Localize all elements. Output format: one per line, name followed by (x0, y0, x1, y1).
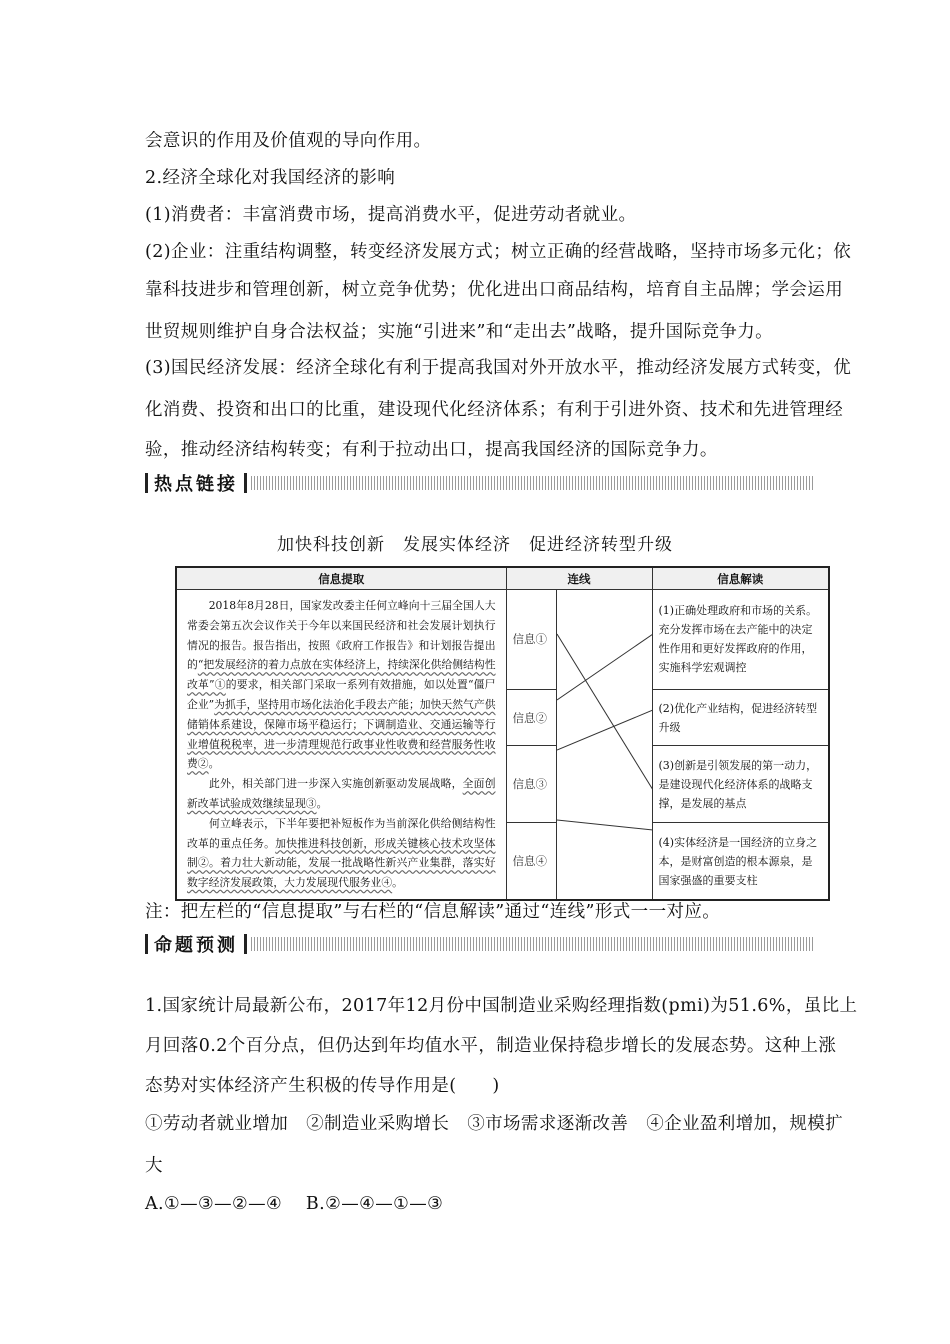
extract-highlight: 为抓手，坚持用市场化法治化手段去产能；加快天然气产供储销体系建设，保障市场平稳运行；下调制造业、交通运输等行业增值税税率，进一步清理规范行政事业性收费和经营服务性收费② (187, 697, 496, 771)
subtitle: 加快科技创新 发展实体经济 促进经济转型升级 (277, 535, 673, 555)
extract-highlight: “把发展经济的着力点放在实体经济上，持续深化供给侧结构性改革”① (187, 658, 496, 692)
divider (244, 934, 247, 954)
info-label-1: 信息① (506, 590, 556, 690)
header-extract: 信息提取 (176, 567, 506, 590)
info-label-2: 信息② (506, 689, 556, 746)
text-line: 靠科技进步和管理创新，树立竞争优势；优化进出口商品结构，培育自主品牌；学会运用 (145, 280, 844, 300)
extract-para: 。 (316, 796, 328, 810)
extract-para: 。 (208, 757, 220, 771)
question-options: ①劳动者就业增加 ②制造业采购增长 ③市场需求逐渐改善 ④企业盈利增加，规模扩 (145, 1114, 844, 1134)
extract-para: 的要求，相关部门采取一系列有效措施，如以处置“僵尸企业” (187, 678, 496, 711)
link-line-1 (557, 634, 653, 790)
meaning-2: (2)优化产业结构，促进经济转型升级 (652, 689, 829, 746)
meaning-4: (4)实体经济是一国经济的立身之本，是财富创造的根本源泉，是国家强盛的重要支柱 (652, 823, 829, 900)
extract-text (176, 590, 506, 900)
question-options: 大 (145, 1156, 163, 1176)
link-line-2 (557, 634, 653, 700)
text-line: 验，推动经济结构转变；有利于拉动出口，提高我国经济的国际竞争力。 (145, 440, 718, 460)
info-label-3: 信息③ (506, 746, 556, 823)
header-link: 连线 (506, 567, 652, 590)
question-line: 1.国家统计局最新公布，2017年12月份中国制造业采购经理指数(pmi)为51.6%，虽比上 (145, 996, 858, 1016)
decorative-hatch (251, 476, 815, 490)
text-line: (2)企业：注重结构调整，转变经济发展方式；树立正确的经营战略，坚持市场多元化；依 (145, 242, 852, 262)
text-line: 会意识的作用及价值观的导向作用。 (145, 131, 432, 151)
extract-para: 何立峰表示，下半年要把补短板作为当前深化供给侧结构性改革的重点任务。 (187, 816, 496, 850)
answer-choices: A.①—③—②—④ B.②—④—①—③ (145, 1194, 444, 1214)
extract-highlight: 全面创新改革试验成效继续显现③ (187, 777, 496, 810)
extract-highlight: 加快推进科技创新，形成关键核心技术攻坚体制②。着力壮大新动能，发展一批战略性新兴产业集群，落实好数字经济发展政策，大力发展现代服务业④ (187, 836, 496, 890)
text-line: 化消费、投资和出口的比重，建设现代化经济体系；有利于引进外资、技术和先进管理经 (145, 400, 844, 420)
meaning-3: (3)创新是引领发展的第一动力，是建设现代化经济体系的战略支撑，是发展的基点 (652, 746, 829, 823)
connection-area (556, 590, 652, 900)
header-meaning: 信息解读 (652, 567, 829, 590)
section-title: 热点链接 (154, 474, 238, 495)
note: 注：把左栏的“信息提取”与右栏的“信息解读”通过“连线”形式一一对应。 (145, 902, 721, 922)
text-line: 世贸规则维护自身合法权益；实施“引进来”和“走出去”战略，提升国际竞争力。 (145, 322, 774, 342)
decorative-hatch (251, 937, 815, 951)
link-line-3 (557, 710, 653, 750)
question-line: 月回落0.2个百分点，但仍达到年均值水平，制造业保持稳步增长的发展态势。这种上涨 (145, 1036, 837, 1056)
info-table (175, 566, 830, 901)
connection-lines (557, 590, 653, 866)
extract-para: 。 (392, 876, 403, 890)
text-line: (3)国民经济发展：经济全球化有利于提高我国对外开放水平，推动经济发展方式转变，优 (145, 358, 852, 378)
section-header-predictions (145, 931, 815, 957)
divider (244, 473, 247, 493)
extract-para: 2018年8月28日，国家发改委主任何立峰向十三届全国人大常委会第五次会议作关于今年以来国民经济和社会发展计划执行情况的报告。报告指出，按照《政府工作报告》和计划报告提出的 (187, 599, 496, 672)
question-line: 态势对实体经济产生积极的传导作用是( ) (145, 1076, 500, 1096)
link-line-4 (557, 820, 653, 830)
extract-para: 此外，相关部门进一步深入实施创新驱动发展战略， (187, 777, 463, 791)
text-line: (1)消费者：丰富消费市场，提高消费水平，促进劳动者就业。 (145, 205, 637, 225)
section-title: 命题预测 (154, 935, 238, 956)
section-header-hot-links (145, 470, 815, 496)
info-label-4: 信息④ (506, 823, 556, 900)
heading: 2.经济全球化对我国经济的影响 (145, 168, 396, 188)
meaning-1: (1)正确处理政府和市场的关系。充分发挥市场在去产能中的决定性作用和更好发挥政府的作用，实施科学宏观调控 (652, 590, 829, 690)
